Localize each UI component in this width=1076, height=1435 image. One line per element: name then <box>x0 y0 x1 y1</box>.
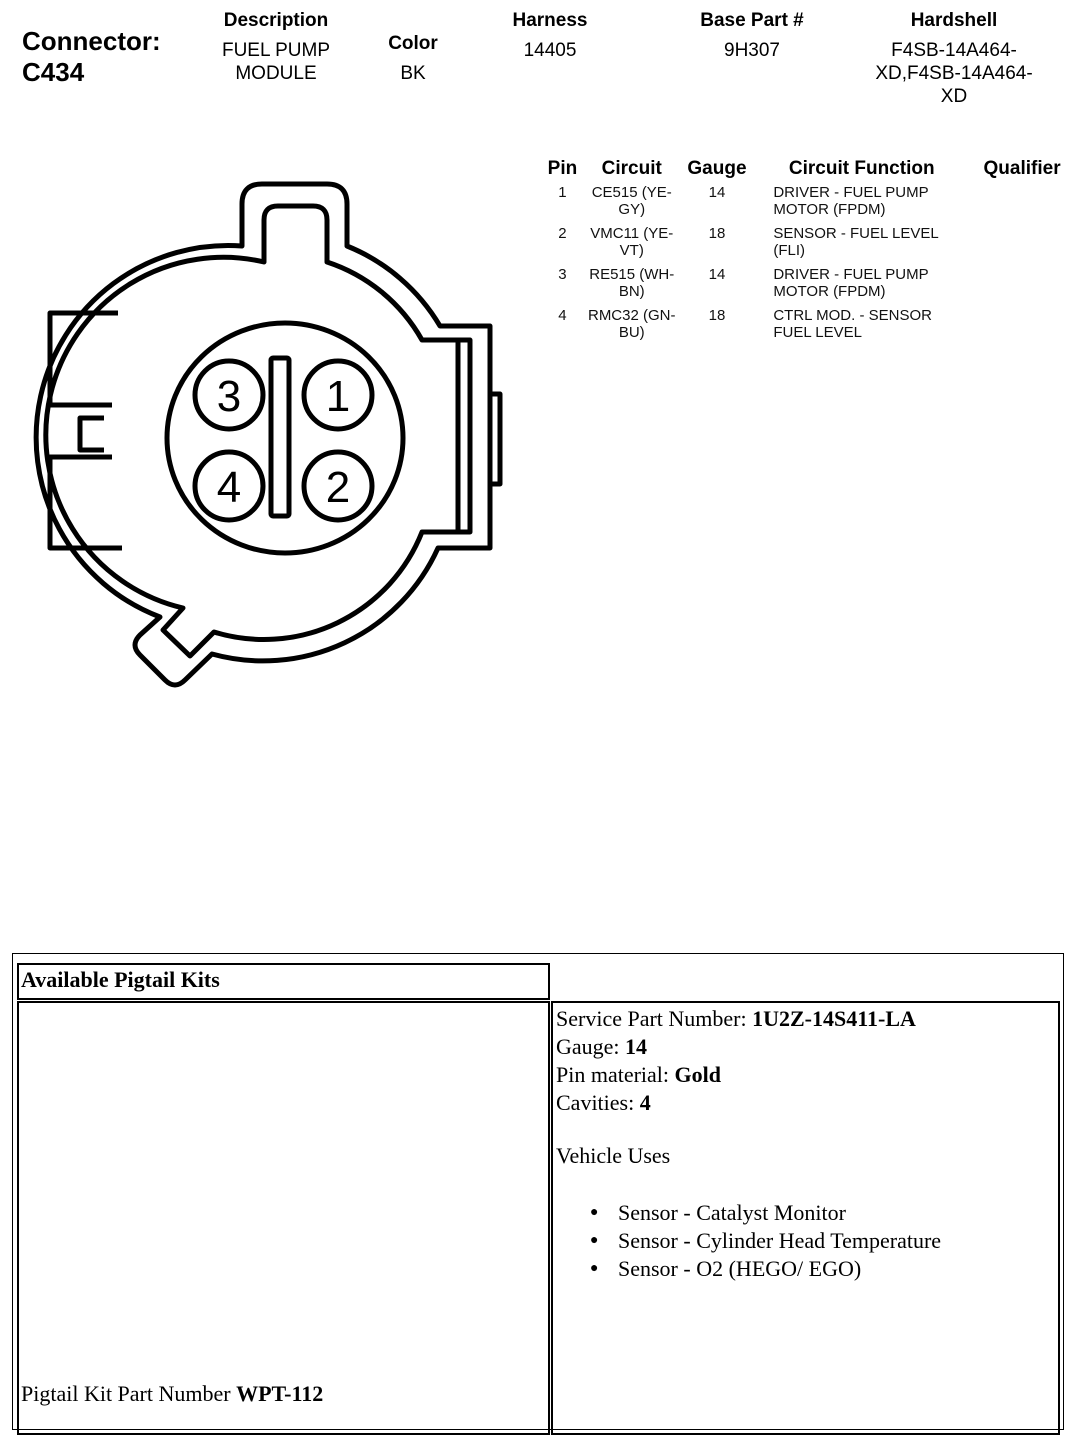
color-value: BK <box>400 63 426 84</box>
description-value-line1: FUEL PUMP <box>221 40 331 61</box>
spec-cavities <box>556 1089 916 1117</box>
circuit-line1: RE515 (WH- <box>589 266 675 283</box>
col-gauge: Gauge <box>687 158 747 179</box>
function-cell <box>755 225 968 266</box>
connector-label-line1: Connector: <box>22 26 161 56</box>
spec-pin-material <box>556 1061 916 1089</box>
service-part-number <box>556 1005 916 1033</box>
function-line1: DRIVER - FUEL PUMP <box>773 184 929 201</box>
function-line2: (FLI) <box>773 242 806 259</box>
col-circuit-function: Circuit Function <box>788 158 935 179</box>
vehicle-uses-title: Vehicle Uses <box>556 1143 671 1168</box>
circuit-line2: BU) <box>618 324 645 341</box>
table-row <box>540 184 1076 225</box>
cavities-value: 4 <box>639 1090 651 1115</box>
pin-cell: 1 <box>558 184 567 201</box>
pin-label-3: 3 <box>216 372 242 421</box>
table-row <box>540 225 1076 266</box>
table-row <box>540 266 1076 307</box>
circuit-cell <box>585 225 679 266</box>
list-item: ● Sensor - O2 (HEGO/ EGO) <box>596 1255 941 1283</box>
pigtail-kits-title: Available Pigtail Kits <box>21 967 220 992</box>
circuit-line2: GY) <box>618 201 646 218</box>
col-pin: Pin <box>547 158 578 179</box>
hardshell-value <box>854 39 1054 108</box>
center-divider <box>271 358 289 516</box>
function-line2: FUEL LEVEL <box>773 324 862 341</box>
list-item: ● Sensor - Cylinder Head Temperature <box>596 1227 941 1255</box>
gauge-cell: 18 <box>708 307 726 324</box>
circuit-line1: RMC32 (GN- <box>587 307 676 324</box>
circuit-cell <box>585 307 679 348</box>
pin-material-value: Gold <box>674 1062 721 1087</box>
function-line1: CTRL MOD. - SENSOR <box>773 307 932 324</box>
pigtail-specs <box>556 1005 916 1117</box>
function-line2: MOTOR (FPDM) <box>773 283 886 300</box>
pin-table-header-row <box>540 158 1076 184</box>
pin-label-2: 2 <box>325 463 351 512</box>
function-cell <box>755 184 968 225</box>
service-part-value: 1U2Z-14S411-LA <box>752 1006 916 1031</box>
col-circuit: Circuit <box>601 158 662 179</box>
hardshell-value-line3: XD <box>940 86 968 107</box>
description-header: Description <box>223 10 329 31</box>
color-header: Color <box>388 33 438 54</box>
base-part-header: Base Part # <box>700 10 804 31</box>
connector-label <box>22 26 161 88</box>
base-part-value: 9H307 <box>724 40 780 61</box>
qualifier-cell <box>968 225 1076 266</box>
pigtail-kit-part-number <box>21 1381 323 1407</box>
hardshell-value-line1: F4SB-14A464- <box>891 40 1017 61</box>
list-item: ● Sensor - Catalyst Monitor <box>596 1199 941 1227</box>
harness-value: 14405 <box>523 40 577 61</box>
vehicle-uses-list <box>596 1199 941 1283</box>
circuit-line2: VT) <box>619 242 644 259</box>
pin-cell: 2 <box>558 225 567 242</box>
spec-gauge <box>556 1033 916 1061</box>
kit-pn-value: WPT-112 <box>236 1381 324 1406</box>
circuit-line1: CE515 (YE- <box>591 184 672 201</box>
harness-header: Harness <box>512 10 588 31</box>
kit-pn-label: Pigtail Kit Part Number <box>21 1381 237 1406</box>
qualifier-cell <box>968 307 1076 348</box>
circuit-line2: BN) <box>618 283 645 300</box>
gauge-cell: 14 <box>708 266 726 283</box>
description-value-line2: MODULE <box>235 63 317 84</box>
pin-cell: 4 <box>558 307 567 324</box>
function-line2: MOTOR (FPDM) <box>773 201 886 218</box>
function-line1: SENSOR - FUEL LEVEL <box>773 225 939 242</box>
gauge-value: 14 <box>625 1034 648 1059</box>
circuit-cell <box>585 184 679 225</box>
hardshell-header: Hardshell <box>910 10 998 31</box>
pin-cell: 3 <box>558 266 567 283</box>
connector-id: C434 <box>22 57 85 87</box>
circuit-cell <box>585 266 679 307</box>
left-latch <box>80 418 104 450</box>
gauge-cell: 14 <box>708 184 726 201</box>
hardshell-value-line2: XD,F4SB-14A464- <box>875 63 1033 84</box>
gauge-label: Gauge: <box>556 1034 626 1059</box>
cavities-label: Cavities: <box>556 1090 640 1115</box>
pin-label-1: 1 <box>325 372 351 421</box>
service-part-label: Service Part Number: <box>556 1006 753 1031</box>
qualifier-cell <box>968 266 1076 307</box>
pigtail-kit-image-cell <box>17 1001 550 1435</box>
col-qualifier: Qualifier <box>983 158 1061 179</box>
function-cell <box>755 307 968 348</box>
gauge-cell: 18 <box>708 225 726 242</box>
circuit-line1: VMC11 (YE- <box>590 225 674 242</box>
description-value <box>196 39 356 85</box>
pin-table <box>540 158 1076 348</box>
pin-material-label: Pin material: <box>556 1062 675 1087</box>
function-cell <box>755 266 968 307</box>
connector-diagram <box>0 150 540 710</box>
pin-label-4: 4 <box>216 463 242 512</box>
function-line1: DRIVER - FUEL PUMP <box>773 266 929 283</box>
table-row <box>540 307 1076 348</box>
qualifier-cell <box>968 184 1076 225</box>
